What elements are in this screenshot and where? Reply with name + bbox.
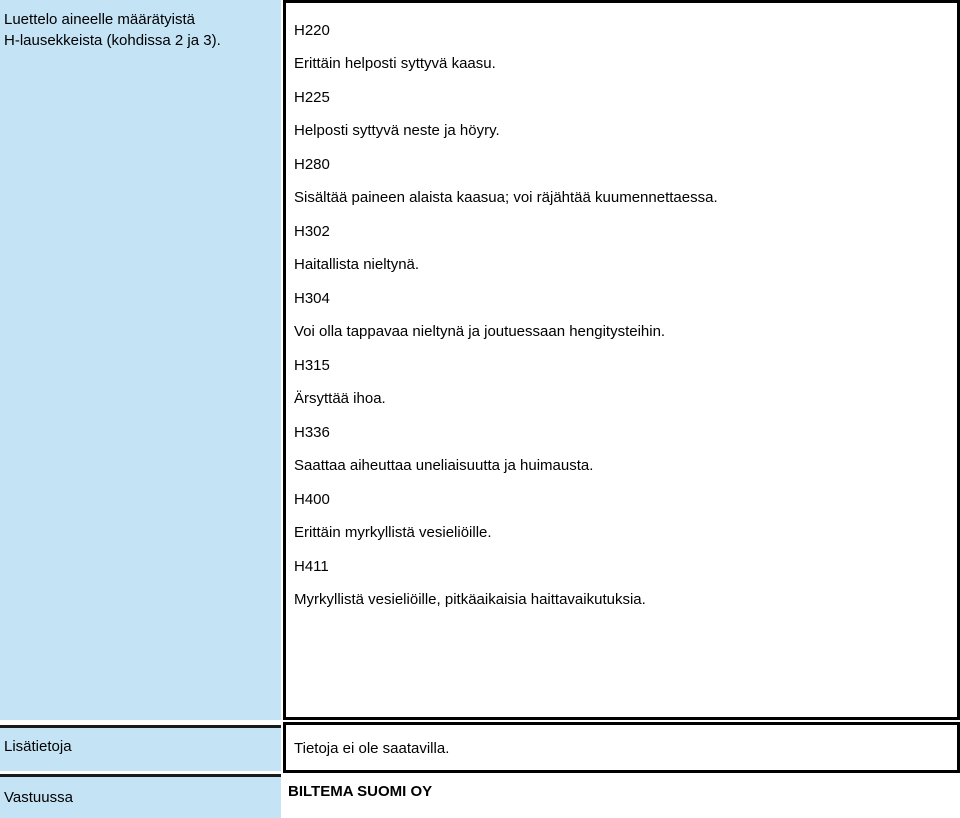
h-statement-code: H315 [294, 357, 330, 374]
h-statement-code: H336 [294, 424, 330, 441]
h-statement-entry [294, 21, 949, 74]
h-statement-entry [294, 222, 949, 275]
h-statement-entry [294, 423, 949, 476]
h-statements-label-line2: H-lausekkeista (kohdissa 2 ja 3). [4, 32, 221, 49]
h-statement-code: H411 [294, 558, 329, 575]
h-statement-code: H280 [294, 156, 330, 173]
additional-info-value-cell [283, 722, 960, 773]
h-statement-entry [294, 557, 949, 610]
h-statement-text: Haitallista nieltynä. [294, 256, 420, 273]
responsible-label-cell [0, 774, 281, 818]
responsible-label: Vastuussa [4, 789, 73, 806]
h-statement-entry [294, 490, 949, 543]
h-statement-entry [294, 155, 949, 208]
h-statement-text: Erittäin helposti syttyvä kaasu. [294, 55, 496, 72]
h-statements-label-line1: Luettelo aineelle määrätyistä [4, 11, 195, 28]
h-statement-text: Myrkyllistä vesieliöille, pitkäaikaisia haittavaikutuksia. [294, 591, 646, 608]
h-statement-entry [294, 356, 949, 409]
h-statement-text: Ärsyttää ihoa. [294, 390, 386, 407]
h-statement-code: H304 [294, 290, 330, 307]
h-statements-list [283, 0, 960, 720]
responsible-value: BILTEMA SUOMI OY [288, 783, 433, 800]
additional-info-value: Tietoja ei ole saatavilla. [294, 740, 450, 757]
h-statement-text: Erittäin myrkyllistä vesieliöille. [294, 524, 492, 541]
h-statement-code: H225 [294, 89, 330, 106]
h-statement-entry [294, 289, 949, 342]
h-statement-text: Sisältää paineen alaista kaasua; voi räjähtää kuumennettaessa. [294, 189, 718, 206]
h-statement-text: Saattaa aiheuttaa uneliaisuutta ja huimausta. [294, 457, 594, 474]
h-statement-code: H400 [294, 491, 330, 508]
h-statements-label-cell [0, 0, 281, 720]
h-statement-entry [294, 88, 949, 141]
additional-info-label: Lisätietoja [4, 738, 72, 755]
h-statement-text: Voi olla tappavaa nieltynä ja joutuessaan hengitysteihin. [294, 323, 666, 340]
additional-info-label-cell [0, 725, 281, 771]
h-statement-code: H220 [294, 22, 330, 39]
h-statement-text: Helposti syttyvä neste ja höyry. [294, 122, 500, 139]
h-statement-code: H302 [294, 223, 330, 240]
